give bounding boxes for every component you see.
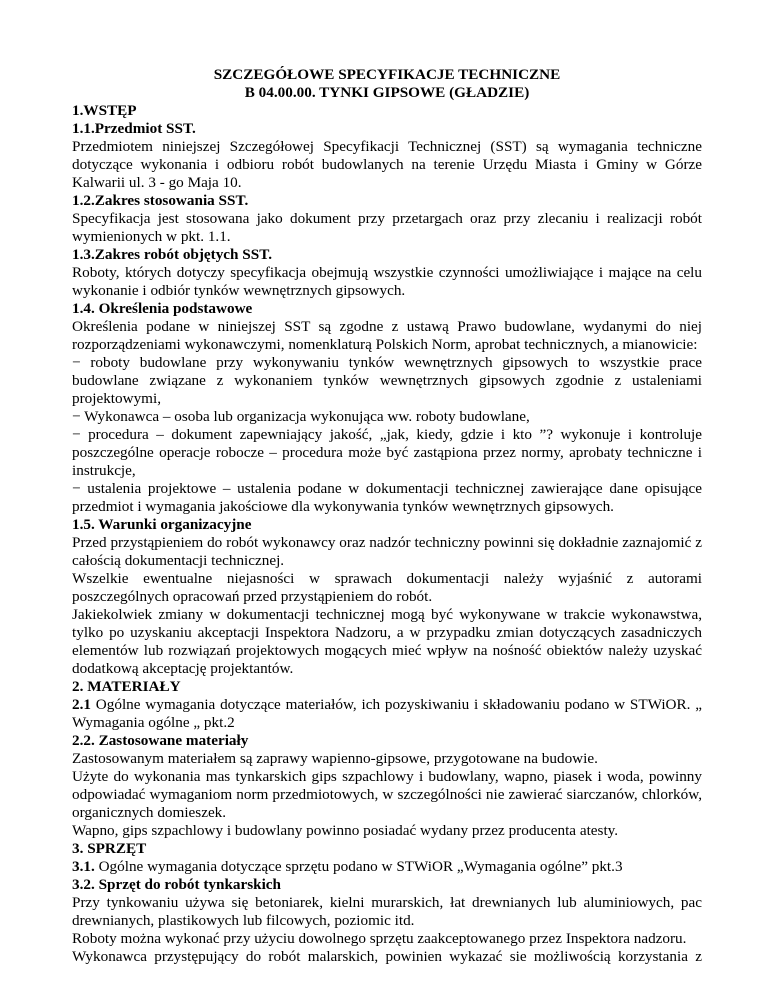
paragraph-2-2c: Wapno, gips szpachlowy i budowlany powinno posiadać wydany przez producenta atesty.	[72, 822, 619, 839]
subheading-1-2: 1.2.Zakres stosowania SST.	[72, 192, 249, 209]
paragraph-3-2b: Roboty można wykonać przy użyciu dowolnego sprzętu zaakceptowanego przez Inspektora nadzoru.	[72, 930, 687, 947]
subheading-1-4: 1.4. Określenia podstawowe	[72, 300, 253, 317]
paragraph-1-3: Roboty, których dotyczy specyfikacja obejmują wszystkie czynności umożliwiające i mające na celu wykonanie i odbiór tynków wewnętrznych gipsowych.	[72, 264, 702, 299]
definition-item: − Wykonawca – osoba lub organizacja wykonująca ww. roboty budowlane,	[72, 408, 530, 425]
paragraph-3-2c: Wykonawca przystępujący do robót malarskich, powinien wykazać sie możliwością korzystania z	[72, 948, 702, 965]
subheading-3-2: 3.2. Sprzęt do robót tynkarskich	[72, 876, 281, 893]
document-subtitle: B 04.00.00. TYNKI GIPSOWE (GŁADZIE)	[244, 84, 530, 101]
document-title: SZCZEGÓŁOWE SPECYFIKACJE TECHNICZNE	[213, 66, 561, 83]
number-2-1: 2.1	[72, 696, 91, 713]
paragraph-2-1	[72, 696, 702, 732]
subheading-2-2: 2.2. Zastosowane materiały	[72, 732, 249, 749]
definition-item: − procedura – dokument zapewniający jakość, „jak, kiedy, gdzie i kto ”? wykonuje i kontroluje poszczególne operacje robocze – procedura może być zastąpiona przez normy, aprobaty techniczne i instrukcje,	[72, 426, 702, 479]
text-2-1: Ogólne wymagania dotyczące materiałów, ich pozyskiwaniu i składowaniu podano w STWiOR. „ Wymagania ogólne „ pkt.2	[72, 696, 702, 731]
section-heading-2: 2. MATERIAŁY	[72, 678, 181, 695]
text-3-1: Ogólne wymagania dotyczące sprzętu podano w STWiOR „Wymagania ogólne” pkt.3	[94, 858, 623, 875]
paragraph-2-2b: Użyte do wykonania mas tynkarskich gips szpachlowy i budowlany, wapno, piasek i woda, powinny odpowiadać wymaganiom norm przedmiotowych, w szczególności nie zawierać siarczanów, chlorków, organicznych domieszek.	[72, 768, 702, 821]
paragraph-2-2a: Zastosowanym materiałem są zaprawy wapienno-gipsowe, przygotowane na budowie.	[72, 750, 598, 767]
paragraph-1-2: Specyfikacja jest stosowana jako dokument przy przetargach oraz przy zlecaniu i realizacji robót wymienionych w pkt. 1.1.	[72, 210, 702, 245]
paragraph-3-1	[72, 858, 702, 876]
document-page	[72, 66, 702, 966]
subheading-1-1: 1.1.Przedmiot SST.	[72, 120, 196, 137]
definition-item: − roboty budowlane przy wykonywaniu tynków wewnętrznych gipsowych to wszystkie prace budowlane związane z wykonaniem tynków wewnętrznych gipsowych zgodnie z ustaleniami projektowymi,	[72, 354, 702, 407]
section-heading-3: 3. SPRZĘT	[72, 840, 147, 857]
subheading-1-3: 1.3.Zakres robót objętych SST.	[72, 246, 272, 263]
section-heading-1: 1.WSTĘP	[72, 102, 137, 119]
paragraph-1-5c: Jakiekolwiek zmiany w dokumentacji technicznej mogą być wykonywane w trakcie wykonawstwa, tylko po uzyskaniu akceptacji Inspektora Nadzoru, a w przypadku zmian dotyczących zasadniczych elementów lub rozwiązań projektowych mogących mieć wpływ na nośność obiektów należy uzyskać dodatkową akceptację projektantów.	[72, 606, 702, 677]
paragraph-3-2a: Przy tynkowaniu używa się betoniarek, kielni murarskich, łat drewnianych lub aluminiowych, pac drewnianych, plastikowych lub filcowych, poziomic itd.	[72, 894, 702, 929]
definition-item: − ustalenia projektowe – ustalenia podane w dokumentacji technicznej zawierające dane opisujące przedmiot i wymagania jakościowe dla wykonywania tynków wewnętrznych gipsowych.	[72, 480, 702, 515]
paragraph-1-5b: Wszelkie ewentualne niejasności w sprawach dokumentacji należy wyjaśnić z autorami poszczególnych opracowań przed przystąpieniem do robót.	[72, 570, 702, 605]
number-3-1: 3.1.	[72, 858, 95, 875]
paragraph-1-4: Określenia podane w niniejszej SST są zgodne z ustawą Prawo budowlane, wydanymi do niej rozporządzeniami wykonawczymi, nomenklaturą Polskich Norm, aprobat technicznych, a mianowicie:	[72, 318, 702, 353]
paragraph-1-5a: Przed przystąpieniem do robót wykonawcy oraz nadzór techniczny powinni się dokładnie zaznajomić z całością dokumentacji technicznej.	[72, 534, 702, 569]
subheading-1-5: 1.5. Warunki organizacyjne	[72, 516, 252, 533]
paragraph-1-1: Przedmiotem niniejszej Szczegółowej Specyfikacji Technicznej (SST) są wymagania techniczne dotyczące wykonania i odbioru robót budowlanych na terenie Urzędu Miasta i Gminy w Górze Kalwarii ul. 3 - go Maja 10.	[72, 138, 702, 191]
